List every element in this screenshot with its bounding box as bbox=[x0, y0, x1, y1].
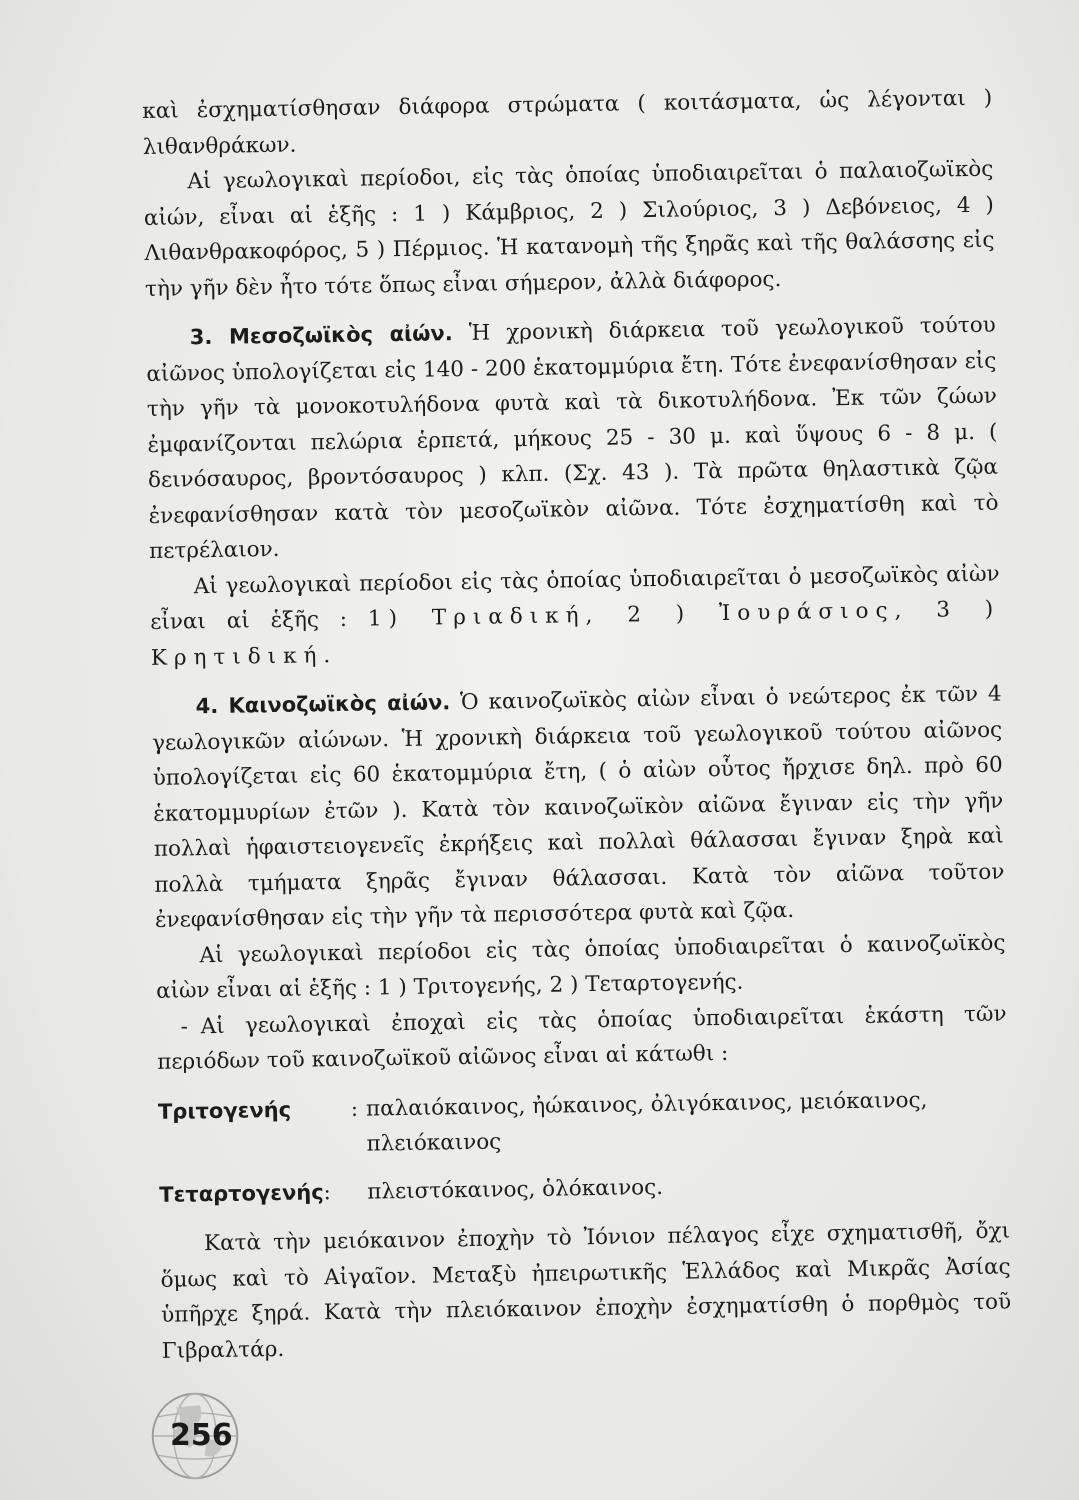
term-separator: : bbox=[350, 1096, 359, 1121]
epochs-table bbox=[158, 1081, 1010, 1213]
paragraph-paleozoic-periods: Αἱ γεωλογικαὶ περίοδοι, εἰς τὰς ὁποίας ὑποδιαιρεῖται ὁ παλαιοζωϊκὸς αἰών, εἶναι αἱ ἑξῆς : 1 ) Κάμβριος, 2 ) Σιλούριος, 3 ) Δεβόνειος, 4 ) Λιθανθρακοφόρος, 5 ) Πέρμιος. Ἡ κατανομὴ τῆς ξηρᾶς καὶ τῆς θαλάσσης εἰς τὴν γῆν δὲν ἦτο τότε ὅπως εἶναι σήμερον, ἀλλὰ διάφορος. bbox=[143, 156, 995, 302]
term-value-tertiary: παλαιόκαινος, ἠώκαινος, ὀλιγόκαινος, μειόκαινος, πλειόκαινος bbox=[365, 1087, 928, 1157]
term-name-quaternary: Τεταρτογενής bbox=[159, 1179, 324, 1207]
section-mesozoic bbox=[146, 308, 1000, 570]
term-value-quaternary: πλειστόκαινος, ὁλόκαινος. bbox=[367, 1174, 664, 1205]
cenozoic-epochs-text: Αἱ γεωλογικαὶ ἐποχαὶ εἰς τὰς ὁποίας ὑποδιαιρεῖται ἑκάστη τῶν περιόδων τοῦ καινοζωϊκοῦ αἰῶνος εἶναι αἱ κάτωθι : bbox=[157, 1001, 1007, 1075]
paragraph-cenozoic-epochs bbox=[156, 996, 1007, 1080]
term-name-tertiary: Τριτογενής bbox=[157, 1097, 292, 1124]
term-separator: : bbox=[323, 1179, 331, 1204]
section-cenozoic bbox=[151, 677, 1005, 939]
paragraph-continuation: καὶ ἐσχηματίσθησαν διάφορα στρώματα ( κοιτάσματα, ὡς λέγονται ) λιθανθράκων. bbox=[142, 85, 993, 160]
margin-dash: - bbox=[180, 1013, 189, 1040]
paragraph-miocene-pliocene: Κατὰ τὴν μειόκαινον ἐποχὴν τὸ Ἰόνιον πέλαγος εἶχε σχηματισθῆ, ὄχι ὅμως καὶ τὸ Αἰγαῖον. Μεταξὺ ἠπειρωτικῆς Ἑλλάδος καὶ Μικρᾶς Ἀσίας ὑπῆρχε ξηρά. Κατὰ τὴν πλειόκαινον ἐποχὴν ἐσχηματίσθη ὁ πορθμὸς τοῦ Γιβραλτάρ. bbox=[160, 1218, 1012, 1364]
page-number: 256 bbox=[170, 1418, 233, 1453]
mesozoic-periods-list: 1) Τριαδική, 2 ) Ἰουράσιος, 3 ) Κρητιδική. bbox=[150, 596, 1001, 671]
section-body-mesozoic: Ἡ χρονικὴ διάρκεια τοῦ γεωλογικοῦ τούτου αἰῶνος ὑπολογίζεται εἰς 140 - 200 ἑκατομμύρια ἔτη. Τότε ἐνεφανίσθησαν εἰς τὴν γῆν τὰ μονοκοτυλήδονα φυτὰ καὶ τὰ δικοτυλήδονα. Ἐκ τῶν ζώων ἐμφανίζονται πελώρια ἑρπετά, μήκους 25 - 30 μ. καὶ ὕψους 6 - 8 μ. ( δεινόσαυρος, βροντόσαυρος ) κλπ. (Σχ. 43 ). Τὰ πρῶτα θηλαστικὰ ζῷα ἐνεφανίσθησαν κατὰ τὸν μεσοζωϊκὸν αἰῶνα. Τότε ἐσχηματίσθη καὶ τὸ πετρέλαιον. bbox=[146, 312, 999, 564]
section-heading-cenozoic: 4. Καινοζωϊκὸς αἰών. bbox=[195, 690, 451, 719]
term-label-quaternary bbox=[159, 1174, 360, 1213]
body-text bbox=[142, 81, 1012, 1369]
section-body-cenozoic: Ὁ καινοζωϊκὸς αἰὼν εἶναι ὁ νεώτερος ἐκ τῶν 4 γεωλογικῶν αἰώνων. Ἡ χρονικὴ διάρκεια τοῦ γεωλογικοῦ τούτου αἰῶνος ὑπολογίζεται εἰς 60 ἑκατομμύρια ἔτη, ( ὁ αἰὼν οὗτος ἤρχισε δηλ. πρὸ 60 ἑκατομμυρίων ἐτῶν ). Κατὰ τὸν καινοζωϊκὸν αἰῶνα ἔγιναν εἰς τὴν γῆν πολλαὶ ἡφαιστειογενεῖς ἐκρήξεις καὶ πολλαὶ θάλασσαι ἔγιναν ξηρὰ καὶ πολλὰ τμήματα ξηρᾶς ἔγιναν θάλασσαι. Κατὰ τὸν αἰῶνα τοῦτον ἐνεφανίσθησαν εἰς τὴν γῆν τὰ περισσότερα φυτὰ καὶ ζῷα. bbox=[151, 681, 1005, 933]
paragraph-mesozoic-periods bbox=[149, 556, 1001, 676]
mesozoic-periods-intro: Αἱ γεωλογικαὶ περίοδοι εἰς τὰς ὁποίας ὑποδιαιρεῖται ὁ μεσοζωϊκὸς αἰὼν εἶναι αἱ ἑξῆς : bbox=[150, 561, 1000, 635]
term-label-tertiary bbox=[158, 1091, 359, 1165]
paragraph-cenozoic-periods: Αἱ γεωλογικαὶ περίοδοι εἰς τὰς ὁποίας ὑποδιαιρεῖται ὁ καινοζωϊκὸς αἰὼν εἶναι αἱ ἑξῆς : 1 ) Τριτογενής, 2 ) Τεταρτογενής. bbox=[155, 930, 1006, 1004]
section-heading-mesozoic: 3. Μεσοζωϊκὸς αἰών. bbox=[189, 321, 453, 350]
